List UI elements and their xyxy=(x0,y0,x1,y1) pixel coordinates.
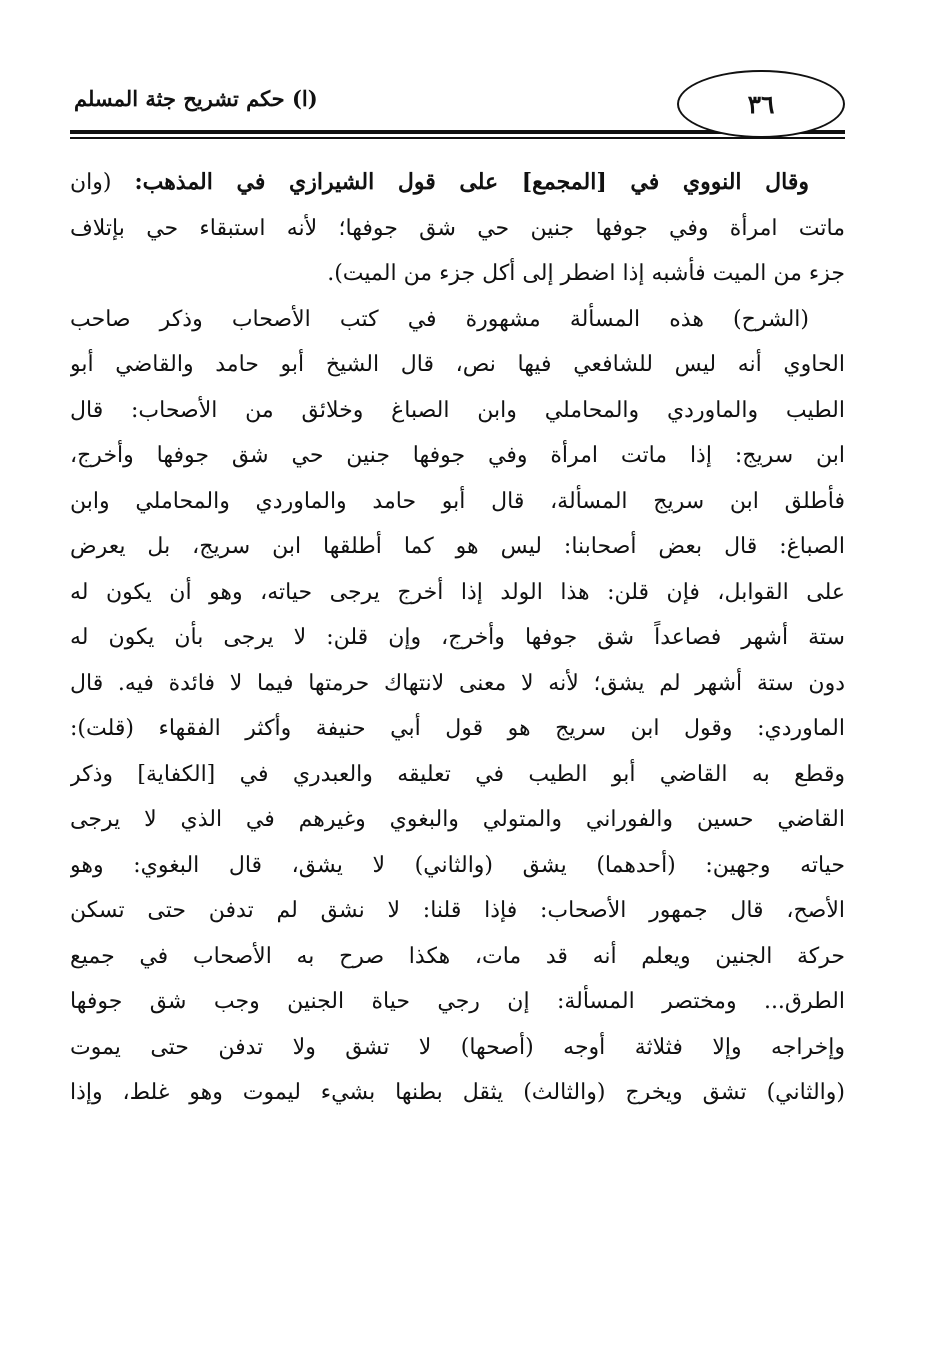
text-line: القاضي حسين والفوراني والمتولي والبغوي وغيرهم في الذي لا يرجى xyxy=(70,807,845,832)
text-line: ابن سريج: إذا ماتت امرأة وفي جوفها جنين حي شق جوفها وأخرج، xyxy=(70,443,845,468)
text-line: الطيب والماوردي والمحاملي وابن الصباغ وخلائق من الأصحاب: قال xyxy=(70,397,845,423)
text-line: (والثاني) تشق ويخرج (والثالث) يثقل بطنها بشيء ليموت وهو غلط، وإذا xyxy=(70,1080,845,1105)
body-text xyxy=(70,160,845,1116)
text-line: الحاوي أنه ليس للشافعي فيها نص، قال الشيخ أبو حامد والقاضي أبو xyxy=(70,352,845,377)
quote-open: (وان xyxy=(70,170,135,195)
text-line xyxy=(70,160,845,206)
page-number xyxy=(677,70,845,138)
text-line: ماتت امرأة وفي جوفها جنين حي شق جوفها؛ لأنه استبقاء حي بإتلاف xyxy=(70,215,845,241)
text-line: على القوابل، فإن قلن: هذا الولد إذا أخرج يرجى حياته، وهو أن يكون له xyxy=(70,579,845,605)
page-header xyxy=(70,60,845,140)
text-line: الأصح، قال جمهور الأصحاب: فإذا قلنا: لا نشق لم تدفن حتى تسكن xyxy=(70,898,845,923)
text-line: وقطع به القاضي أبو الطيب في تعليقه والعبدري في [الكفاية] وذكر xyxy=(70,761,845,787)
text-line: ستة أشهر فصاعداً شق جوفها وأخرج، وإن قلن: لا يرجى بأن يكون له xyxy=(70,625,845,650)
quote-lead: وقال النووي في [المجمع] على قول الشيرازي في المذهب: xyxy=(134,169,810,195)
header-rule-thin xyxy=(70,137,845,139)
text-line: فأطلق ابن سريج المسألة، قال أبو حامد والماوردي والمحاملي وابن xyxy=(70,488,845,514)
text-line: حياته وجهين: (أحدهما) يشق (والثاني) لا يشق، قال البغوي: وهو xyxy=(70,852,845,878)
text-line: (الشرح) هذه المسألة مشهورة في كتب الأصحاب وذكر صاحب xyxy=(70,306,809,332)
text-line: جزء من الميت فأشبه إذا اضطر إلى أكل جزء من الميت). xyxy=(327,261,845,286)
text-line: وإخراجه وإلا فثلاثة أوجه (أصحها) لا تشق ولا تدفن حتى يموت xyxy=(70,1034,845,1060)
running-title: (ا) حكم تشريح جثة المسلم xyxy=(74,86,318,111)
text-line: الطرق... ومختصر المسألة: إن رجي حياة الجنين وجب شق جوفها xyxy=(70,989,845,1014)
text-line: الصباغ: قال بعض أصحابنا: ليس هو كما أطلقها ابن سريج، بل يعرض xyxy=(70,534,845,559)
text-line: دون ستة أشهر لم يشق؛ لأنه لا معنى لانتهاك حرمتها فيما لا فائدة فيه. قال xyxy=(70,670,845,696)
text-line: حركة الجنين ويعلم أنه قد مات، هكذا صرح به الأصحاب في جميع xyxy=(70,943,845,969)
page-number-text: ٣٦ xyxy=(747,89,775,119)
text-line: الماوردي: وقول ابن سريج هو قول أبي حنيفة وأكثر الفقهاء (قلت): xyxy=(70,716,845,741)
